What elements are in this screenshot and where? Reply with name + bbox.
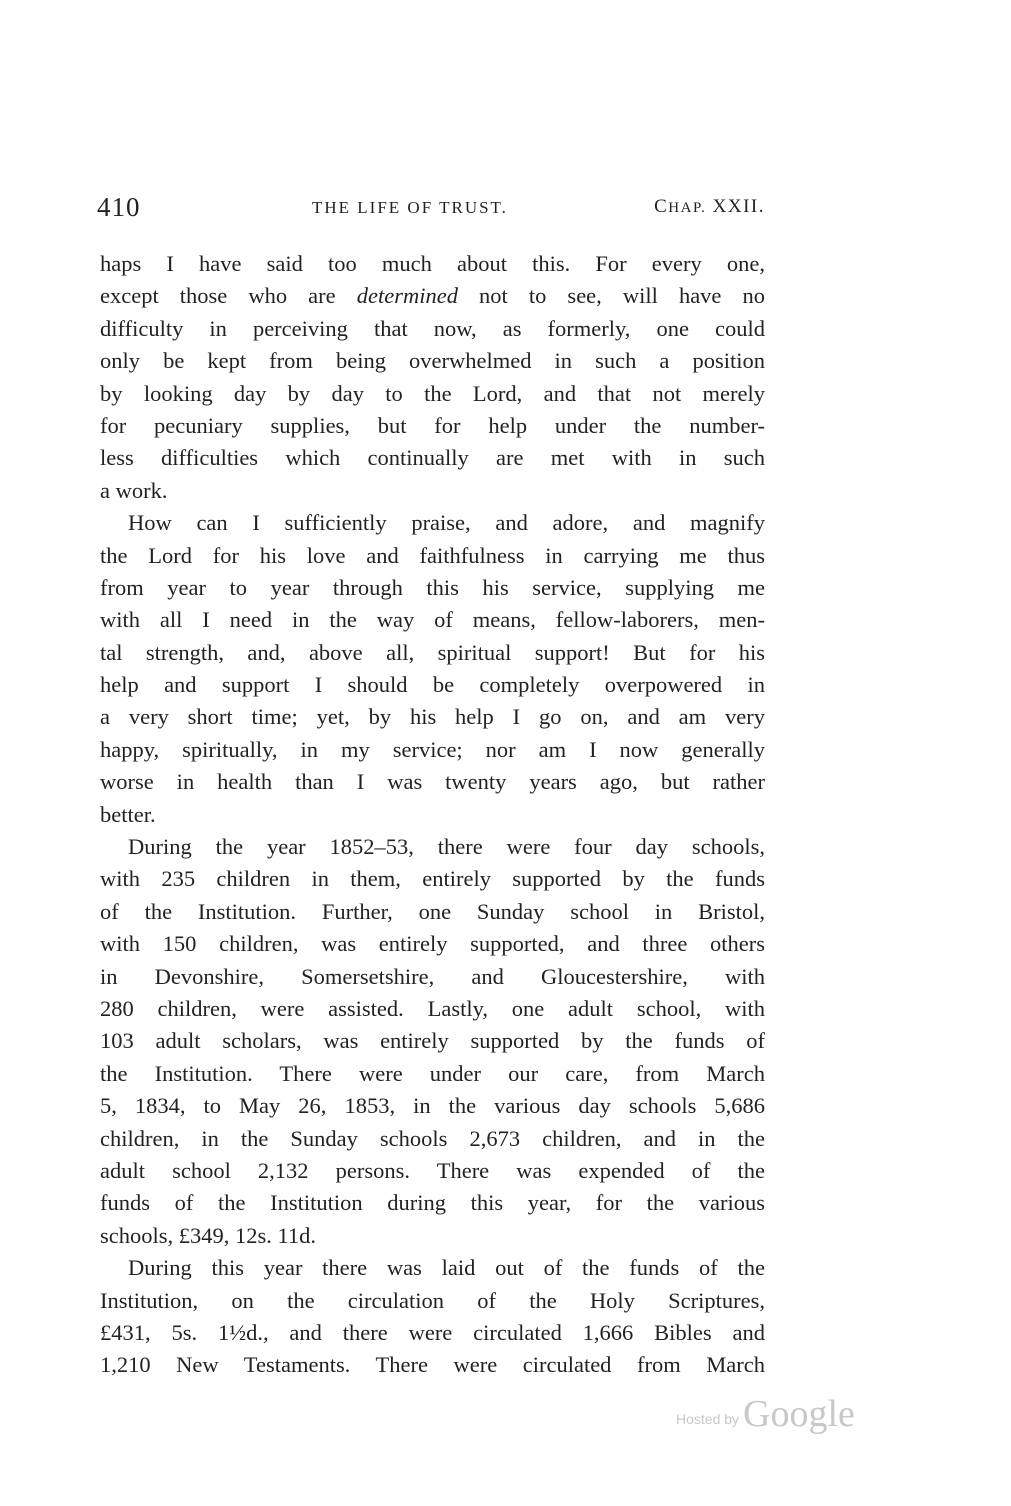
text-line: in Devonshire, Somersetshire, and Gloucestershire, with <box>100 963 765 989</box>
text-line: difficulty in perceiving that now, as formerly, one could <box>100 315 765 341</box>
hosted-by-google-watermark <box>676 1392 855 1440</box>
paragraph-start-line: During the year 1852–53, there were four day schools, <box>128 834 765 860</box>
text-segment: except those who are <box>100 283 357 309</box>
text-line: a very short time; yet, by his help I go on, and am very <box>100 704 765 730</box>
hosted-by-label: Hosted by <box>676 1411 740 1427</box>
text-line: with 235 children in them, entirely supported by the funds <box>100 866 765 892</box>
text-line: 5, 1834, to May 26, 1853, in the various day schools 5,686 <box>100 1093 765 1119</box>
text-line: by looking day by day to the Lord, and that not merely <box>100 380 765 406</box>
chapter-prefix: C <box>654 196 669 217</box>
text-line: adult school 2,132 persons. There was expended of the <box>100 1157 765 1183</box>
text-line: schools, £349, 12s. 11d. <box>100 1222 317 1248</box>
text-line: the Lord for his love and faithfulness in carrying me thus <box>100 542 765 568</box>
text-line: from year to year through this his service, supplying me <box>100 574 765 600</box>
text-line: a work. <box>100 477 168 503</box>
text-line: only be kept from being overwhelmed in such a position <box>100 348 765 374</box>
chapter-number: XXII. <box>706 196 765 217</box>
text-line: worse in health than I was twenty years ago, but rather <box>100 769 765 795</box>
body-text <box>100 248 765 1382</box>
text-line: haps I have said too much about this. For every one, <box>100 251 765 276</box>
google-logo: Google <box>743 1393 855 1435</box>
text-line: children, in the Sunday schools 2,673 children, and in the <box>100 1125 765 1151</box>
text-line: with all I need in the way of means, fellow-laborers, men- <box>100 607 765 633</box>
text-line: help and support I should be completely overpowered in <box>100 672 765 698</box>
text-line <box>100 280 765 312</box>
text-line: tal strength, and, above all, spiritual support! But for his <box>100 639 765 665</box>
text-line: for pecuniary supplies, but for help under the number- <box>100 412 765 438</box>
chapter-reference <box>654 196 765 218</box>
paragraph-start-line: How can I sufficiently praise, and adore, and magnify <box>128 510 765 536</box>
chapter-prefix-small-caps: HAP. <box>668 200 707 216</box>
page-number: 410 <box>97 192 141 222</box>
text-line: 103 adult scholars, was entirely supported by the funds of <box>100 1028 765 1054</box>
text-line: happy, spiritually, in my service; nor am I now generally <box>100 736 765 762</box>
text-line: of the Institution. Further, one Sunday school in Bristol, <box>100 898 765 924</box>
text-line: Institution, on the circulation of the Holy Scriptures, <box>100 1287 765 1313</box>
text-line: with 150 children, was entirely supported, and three others <box>100 931 765 957</box>
text-line: better. <box>100 801 156 827</box>
text-line: the Institution. There were under our care, from March <box>100 1060 765 1086</box>
text-line: 1,210 New Testaments. There were circulated from March <box>100 1352 765 1378</box>
text-line: 280 children, were assisted. Lastly, one adult school, with <box>100 995 765 1021</box>
emphasized-word: determined <box>356 283 458 309</box>
text-segment: not to see, will have no <box>457 283 765 309</box>
text-line: funds of the Institution during this year, for the various <box>100 1190 765 1216</box>
running-head <box>97 192 765 222</box>
paragraph-start-line: During this year there was laid out of the funds of the <box>128 1255 765 1281</box>
text-line: less difficulties which continually are met with in such <box>100 445 765 471</box>
book-title: THE LIFE OF TRUST. <box>312 198 508 217</box>
text-line: £431, 5s. 1½d., and there were circulated 1,666 Bibles and <box>100 1319 765 1345</box>
